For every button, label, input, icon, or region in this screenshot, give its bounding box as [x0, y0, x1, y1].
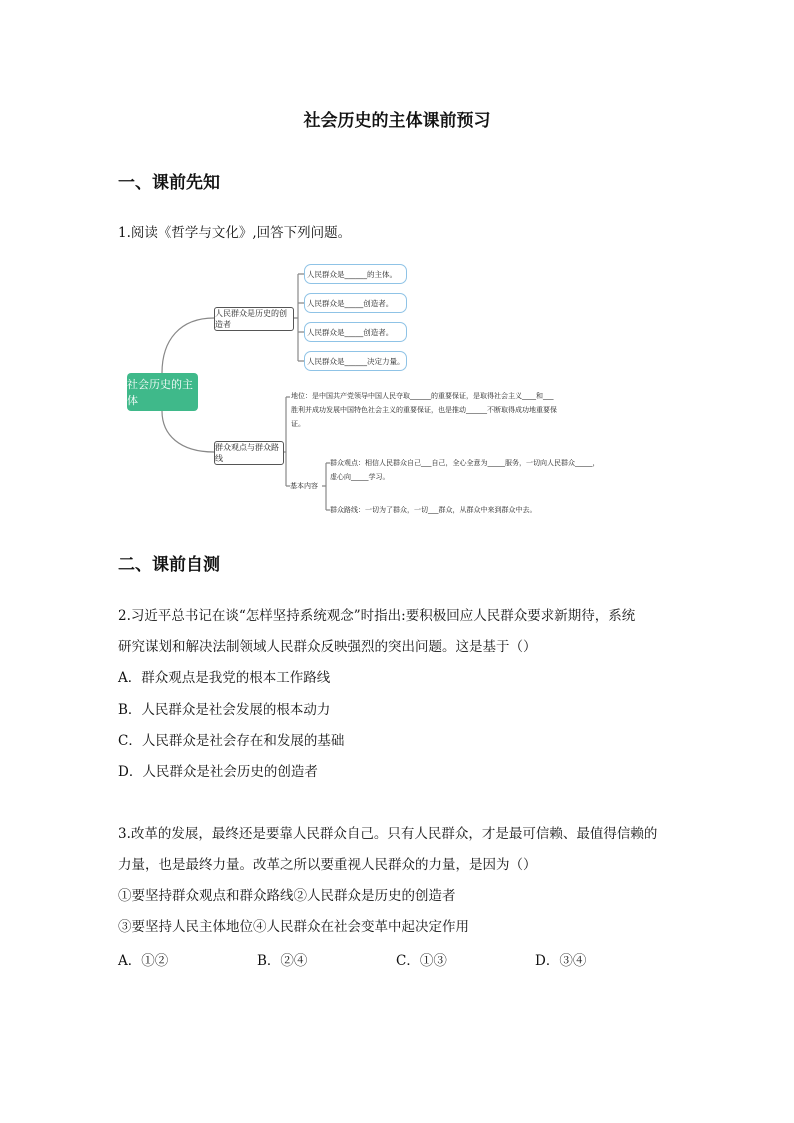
question-2-option: D．人民群众是社会历史的创造者 — [118, 764, 318, 780]
position-text-line: 地位：是中国共产党领导中国人民夺取______的重要保证，是取得社会主义____和___ — [291, 392, 554, 400]
mind-map-root: 社会历史的主体 — [127, 373, 198, 411]
leaf-item: 人民群众是______决定力量。 — [304, 351, 407, 371]
question-2-line: 2.习近平总书记在谈“怎样坚持系统观念”时指出:要积极回应人民群众要求新期待，系统 — [118, 608, 636, 624]
mass-view-text: 虚心向_____学习。 — [330, 473, 390, 481]
leaf-item: 人民群众是______的主体。 — [304, 264, 407, 284]
basic-content-label: 基本内容 — [290, 482, 318, 490]
question-2-option: C．人民群众是社会存在和发展的基础 — [118, 733, 345, 749]
mass-route-text: 群众路线：一切为了群众，一切___群众，从群众中来到群众中去。 — [330, 506, 537, 514]
mass-view-text: 群众观点：相信人民群众自己___自己，全心全意为_____服务，一切向人民群众_____， — [330, 459, 600, 467]
question-2-option: A．群众观点是我党的根本工作路线 — [118, 670, 331, 686]
leaf-item: 人民群众是_____创造者。 — [304, 293, 407, 313]
section-heading-self-test: 二、课前自测 — [118, 555, 220, 575]
question-2-option: B．人民群众是社会发展的根本动力 — [118, 702, 331, 718]
question-3-option: A．①② — [118, 953, 169, 969]
question-1: 1.阅读《哲学与文化》,回答下列问题。 — [118, 225, 352, 241]
mind-map — [120, 260, 610, 520]
question-2-line: 研究谋划和解决法制领域人民群众反映强烈的突出问题。这是基于（） — [118, 639, 537, 655]
question-3-line: ①要坚持群众观点和群众路线②人民群众是历史的创造者 — [118, 888, 456, 904]
branch-mass-line: 群众观点与群众路线 — [214, 441, 284, 465]
question-3-line: 3.改革的发展，最终还是要靠人民群众自己。只有人民群众，才是最可信赖、最值得信赖的 — [118, 826, 658, 842]
leaf-item: 人民群众是_____创造者。 — [304, 322, 407, 342]
question-3-line: ③要坚持人民主体地位④人民群众在社会变革中起决定作用 — [118, 919, 469, 935]
position-text-line: 胜利并成功发展中国特色社会主义的重要保证，也是推动______不断取得成功地重要保 — [291, 406, 557, 414]
page-title: 社会历史的主体课前预习 — [303, 111, 491, 131]
branch-people-creators: 人民群众是历史的创造者 — [214, 307, 294, 331]
section-heading-preview: 一、课前先知 — [118, 173, 220, 193]
question-3-option: C．①③ — [396, 953, 447, 969]
question-3-line: 力量，也是最终力量。改革之所以要重视人民群众的力量，是因为（） — [118, 857, 537, 873]
question-3-option: B．②④ — [257, 953, 308, 969]
position-text-line: 证。 — [291, 420, 305, 428]
question-3-option: D．③④ — [535, 953, 587, 969]
